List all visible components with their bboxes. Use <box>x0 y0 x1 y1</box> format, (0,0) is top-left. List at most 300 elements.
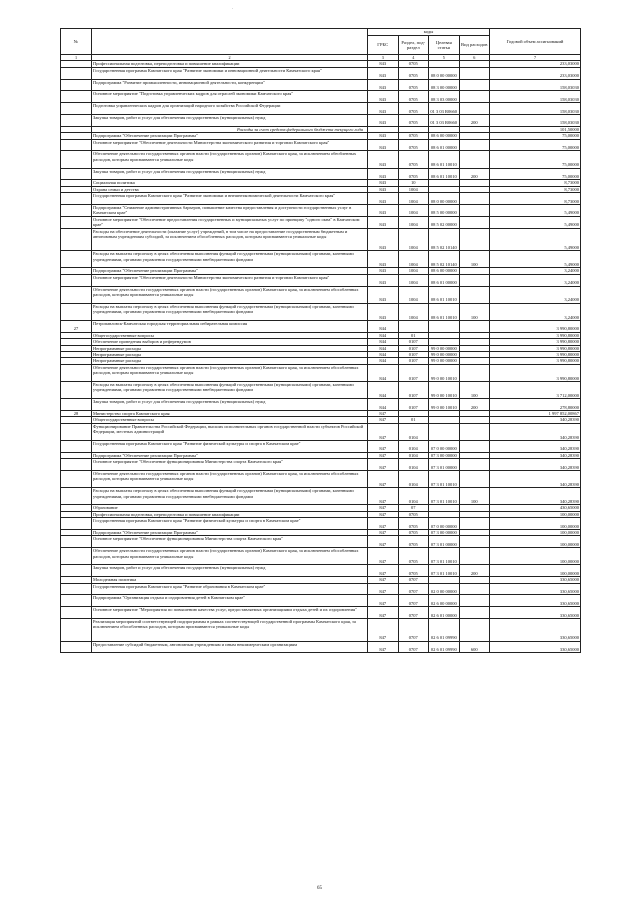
row-name: Закупка товаров, работ и услуг для обеспечения государственных (муниципальных) нужд <box>92 565 368 577</box>
row-amount: 100,00000 <box>490 518 581 530</box>
row-vid <box>459 103 490 115</box>
table-row <box>61 216 581 228</box>
row-name: Профессиональная подготовка, переподготовка и повышение квалификации <box>92 61 368 67</box>
row-amount: 5,49000 <box>490 205 581 217</box>
row-grbs: 847 <box>368 565 399 577</box>
row-name: Закупка товаров, работ и услуг для обеспечения государственных (муниципальных) нужд <box>92 399 368 411</box>
table-row <box>61 320 581 332</box>
row-number: 27 <box>61 320 92 332</box>
row-grbs: 844 <box>368 364 399 381</box>
row-grbs: 843 <box>368 133 399 139</box>
table-row <box>61 364 581 381</box>
row-name: Подпрограмма "Обеспечение реализации Программы" <box>92 133 368 139</box>
row-grbs: 843 <box>368 228 399 251</box>
row-razdel: 0707 <box>398 577 429 583</box>
row-target: 08 5 02 10140 <box>429 251 460 268</box>
row-name: Общегосударственные вопросы <box>92 417 368 423</box>
row-target: 07 3 01 10010 <box>429 565 460 577</box>
row-razdel: 01 <box>398 332 429 338</box>
row-number <box>61 423 92 440</box>
table-row <box>61 399 581 411</box>
row-razdel: 0107 <box>398 352 429 358</box>
table-row <box>61 228 581 251</box>
table-row <box>61 488 581 505</box>
row-target: 07 3 01 00000 <box>429 459 460 471</box>
row-vid <box>459 193 490 205</box>
row-target: 99 0 00 10010 <box>429 382 460 399</box>
row-amount: 340,28390 <box>490 440 581 452</box>
row-name: Непрограммные расходы <box>92 358 368 364</box>
row-name: Социальная политика <box>92 180 368 186</box>
row-number <box>61 115 92 127</box>
table-row <box>61 536 581 548</box>
table-row <box>61 193 581 205</box>
row-razdel: 0705 <box>398 151 429 168</box>
row-vid <box>459 274 490 286</box>
row-number <box>61 470 92 487</box>
row-name: Молодежная политика <box>92 577 368 583</box>
row-name: Реализация мероприятий соответствующей подпрограммы в рамках соответствующей государственной программы Камчатского края, за исключением обособленных расходов, которым присваиваются уникальные коды <box>92 618 368 641</box>
row-amount: 233,03000 <box>490 61 581 67</box>
row-amount: 5,49000 <box>490 251 581 268</box>
table-row <box>61 470 581 487</box>
row-target: 08 3 00 00000 <box>429 79 460 91</box>
row-number <box>61 103 92 115</box>
row-amount: 158,03030 <box>490 115 581 127</box>
row-razdel: 0705 <box>398 91 429 103</box>
row-amount: 330,65000 <box>490 577 581 583</box>
row-target: 08 6 01 00000 <box>429 274 460 286</box>
row-grbs: 843 <box>368 139 399 151</box>
page-number: 65 <box>317 886 322 891</box>
row-grbs: 847 <box>368 607 399 619</box>
index-cell: 7 <box>490 55 581 61</box>
row-amount: 3 990,80000 <box>490 358 581 364</box>
row-vid <box>459 205 490 217</box>
row-vid <box>459 618 490 641</box>
row-razdel: 0705 <box>398 548 429 565</box>
header-row-top <box>61 29 581 36</box>
table-row <box>61 440 581 452</box>
row-razdel <box>398 320 429 332</box>
row-grbs: 844 <box>368 382 399 399</box>
row-razdel: 0705 <box>398 511 429 517</box>
header-codes-group: коды <box>368 29 490 36</box>
row-target: 08 0 00 00000 <box>429 67 460 79</box>
row-target: 02 6 01 09990 <box>429 618 460 641</box>
row-number <box>61 536 92 548</box>
table-row <box>61 641 581 653</box>
row-grbs: 847 <box>368 505 399 511</box>
row-grbs: 847 <box>368 536 399 548</box>
row-amount: 75,00000 <box>490 139 581 151</box>
row-target: 08 6 01 10010 <box>429 303 460 320</box>
row-number <box>61 205 92 217</box>
row-grbs: 844 <box>368 345 399 351</box>
row-number <box>61 583 92 595</box>
row-name: Расходы на выплаты персоналу в целях обеспечения выполнения функций государственными (муниципальными) органами, казенными учреждениями, органами управления государственными внебюджетными фондами <box>92 382 368 399</box>
row-name: Петропавловск-Камчатская городская территориальная избирательная комиссия <box>92 320 368 332</box>
row-number <box>61 607 92 619</box>
row-razdel: 0705 <box>398 61 429 67</box>
row-name: Подпрограмма "Развитие промышленности, инновационной деятельности, конкуренции" <box>92 79 368 91</box>
row-razdel: 0104 <box>398 488 429 505</box>
row-vid <box>459 595 490 607</box>
row-amount: 340,28390 <box>490 452 581 458</box>
row-amount: 340,28390 <box>490 470 581 487</box>
row-grbs: 847 <box>368 529 399 535</box>
budget-table <box>60 28 581 653</box>
row-vid <box>459 91 490 103</box>
row-vid <box>459 151 490 168</box>
row-razdel: 0104 <box>398 452 429 458</box>
row-number <box>61 79 92 91</box>
table-row <box>61 139 581 151</box>
row-target: 07 3 00 00000 <box>429 529 460 535</box>
row-vid <box>459 536 490 548</box>
row-amount: 340,28390 <box>490 488 581 505</box>
table-row <box>61 548 581 565</box>
row-name: Образование <box>92 505 368 511</box>
row-amount: 3 712,00000 <box>490 382 581 399</box>
row-razdel: 1004 <box>398 205 429 217</box>
row-amount: 3,24000 <box>490 303 581 320</box>
row-amount: 3,24000 <box>490 274 581 286</box>
row-target: 07 3 01 10010 <box>429 470 460 487</box>
row-vid <box>459 518 490 530</box>
row-amount: 100,00000 <box>490 548 581 565</box>
row-amount: 158,03030 <box>490 103 581 115</box>
row-razdel: 0107 <box>398 339 429 345</box>
row-amount: 8,73000 <box>490 186 581 192</box>
row-name: Государственная программа Камчатского края "Развитие физической культуры и спорта в Камчатском крае" <box>92 440 368 452</box>
row-razdel: 1004 <box>398 216 429 228</box>
header-vid: Вид расходов <box>459 36 490 55</box>
row-name: Расходы за счет средств федерального бюджета текущего года <box>92 126 368 132</box>
row-razdel: 0107 <box>398 345 429 351</box>
row-vid <box>459 548 490 565</box>
row-grbs: 847 <box>368 518 399 530</box>
row-amount: 3 990,80000 <box>490 364 581 381</box>
row-razdel: 1004 <box>398 303 429 320</box>
row-vid: 600 <box>459 641 490 653</box>
row-razdel: 0104 <box>398 470 429 487</box>
budget-table-sheet <box>60 28 581 653</box>
table-body <box>61 61 581 653</box>
row-razdel: 0705 <box>398 115 429 127</box>
row-grbs: 844 <box>368 358 399 364</box>
row-name: Охрана семьи и детства <box>92 186 368 192</box>
row-name: Подпрограмма "Обеспечение реализации Программы" <box>92 529 368 535</box>
row-vid <box>459 67 490 79</box>
table-row <box>61 607 581 619</box>
row-amount: 158,03030 <box>490 79 581 91</box>
row-grbs: 843 <box>368 268 399 274</box>
row-target: 08 6 00 00000 <box>429 268 460 274</box>
index-cell: 5 <box>429 55 460 61</box>
row-amount: 3 990,80000 <box>490 332 581 338</box>
table-row <box>61 423 581 440</box>
header-grbs: ГРБС <box>368 36 399 55</box>
table-row <box>61 382 581 399</box>
row-name: Основное мероприятие "Обеспечение деятельности Министерства экономического развития и торговли Камчатского края" <box>92 274 368 286</box>
row-razdel: 0707 <box>398 618 429 641</box>
header-name <box>92 29 368 55</box>
row-amount: 100,00000 <box>490 565 581 577</box>
row-number <box>61 274 92 286</box>
row-razdel: 1004 <box>398 251 429 268</box>
row-name: Обеспечение деятельности государственных органов власти (государственных органов) Камчатского края, за исключением обособленных расходов, которым присваиваются уникальные коды <box>92 548 368 565</box>
row-grbs: 843 <box>368 79 399 91</box>
row-amount: 330,65000 <box>490 607 581 619</box>
row-amount: 158,03030 <box>490 91 581 103</box>
header-num: № <box>61 29 92 55</box>
row-grbs: 843 <box>368 168 399 180</box>
row-target: 08 0 00 00000 <box>429 193 460 205</box>
row-target: 99 0 00 10010 <box>429 399 460 411</box>
row-target: 07 0 00 00000 <box>429 440 460 452</box>
row-amount: 340,28390 <box>490 423 581 440</box>
table-row <box>61 151 581 168</box>
row-amount: 8,73000 <box>490 193 581 205</box>
row-name: Непрограммные расходы <box>92 345 368 351</box>
row-razdel: 01 <box>398 417 429 423</box>
row-grbs: 843 <box>368 216 399 228</box>
row-grbs: 843 <box>368 251 399 268</box>
row-razdel: 0705 <box>398 133 429 139</box>
row-grbs: 847 <box>368 595 399 607</box>
row-target: 99 0 00 10010 <box>429 364 460 381</box>
row-number <box>61 151 92 168</box>
row-razdel: 0107 <box>398 358 429 364</box>
index-cell: 6 <box>459 55 490 61</box>
row-grbs: 847 <box>368 470 399 487</box>
row-name: Функционирование Правительства Российской Федерации, высших исполнительных органов государственной власти субъектов Российской Федерации, местных администраций <box>92 423 368 440</box>
row-vid <box>459 583 490 595</box>
row-target: 08 6 00 00000 <box>429 133 460 139</box>
row-grbs: 843 <box>368 67 399 79</box>
row-amount: 330,65000 <box>490 583 581 595</box>
row-number <box>61 216 92 228</box>
row-amount: 330,65000 <box>490 641 581 653</box>
row-amount: 278,80000 <box>490 399 581 411</box>
row-name: Обеспечение деятельности государственных органов власти (государственных органов) Камчатского края, за исключением обособленных расходов, которым присваиваются уникальные коды <box>92 470 368 487</box>
row-grbs: 843 <box>368 151 399 168</box>
row-razdel: 0705 <box>398 79 429 91</box>
row-razdel: 0104 <box>398 459 429 471</box>
row-razdel: 0705 <box>398 67 429 79</box>
row-target: 01 3 03 R0660 <box>429 103 460 115</box>
row-vid: 200 <box>459 399 490 411</box>
header-razdel: Раздел, под-раздел <box>398 36 429 55</box>
row-vid <box>459 364 490 381</box>
row-target: 01 3 03 R0660 <box>429 115 460 127</box>
row-name: Основное мероприятие "Мероприятия по повышению качества услуг, предоставляемых организациями отдыха детей и их оздоровления" <box>92 607 368 619</box>
row-target: 07 3 01 10010 <box>429 548 460 565</box>
row-amount: 330,65000 <box>490 595 581 607</box>
row-number <box>61 251 92 268</box>
row-vid <box>459 286 490 303</box>
row-number <box>61 228 92 251</box>
row-name: Закупка товаров, работ и услуг для обеспечения государственных (муниципальных) нужд <box>92 115 368 127</box>
row-razdel: 1004 <box>398 186 429 192</box>
row-number <box>61 303 92 320</box>
row-amount: 101,50000 <box>490 126 581 132</box>
row-vid: 100 <box>459 303 490 320</box>
row-name: Предоставление субсидий бюджетным, автономным учреждениям и иным некоммерческим организациям <box>92 641 368 653</box>
row-grbs: 847 <box>368 577 399 583</box>
row-amount: 100,00000 <box>490 511 581 517</box>
row-razdel: 1004 <box>398 274 429 286</box>
table-row <box>61 518 581 530</box>
row-razdel: 0107 <box>398 382 429 399</box>
row-name: Подпрограмма "Обеспечение реализации Программы" <box>92 452 368 458</box>
row-grbs: 843 <box>368 103 399 115</box>
row-razdel: 1004 <box>398 228 429 251</box>
row-target: 08 6 01 00000 <box>429 139 460 151</box>
row-amount: 3,24000 <box>490 286 581 303</box>
table-row <box>61 618 581 641</box>
row-razdel: 0707 <box>398 583 429 595</box>
row-grbs: 847 <box>368 488 399 505</box>
table-row <box>61 67 581 79</box>
row-target: 08 6 01 10010 <box>429 168 460 180</box>
row-razdel: 0705 <box>398 139 429 151</box>
row-name: Общегосударственные вопросы <box>92 332 368 338</box>
row-amount: 5,49000 <box>490 228 581 251</box>
row-grbs: 844 <box>368 399 399 411</box>
row-name: Государственная программа Камчатского края "Развитие физической культуры и спорта в Камчатском крае" <box>92 518 368 530</box>
row-amount: 100,00000 <box>490 529 581 535</box>
row-target: 07 3 01 00000 <box>429 536 460 548</box>
row-amount: 5,49000 <box>490 216 581 228</box>
row-razdel: 0705 <box>398 518 429 530</box>
row-grbs: 847 <box>368 452 399 458</box>
row-amount: 340,28390 <box>490 417 581 423</box>
row-amount: 8,73000 <box>490 180 581 186</box>
row-number <box>61 641 92 653</box>
row-name: Основное мероприятие "Подготовка управленческих кадров для отраслей экономики Камчатского края" <box>92 91 368 103</box>
row-vid <box>459 228 490 251</box>
row-number <box>61 565 92 577</box>
row-name: Обеспечение деятельности государственных органов власти (государственных органов) Камчатского края, за исключением обособленных расходов, которым присваиваются уникальные коды <box>92 364 368 381</box>
row-grbs: 844 <box>368 352 399 358</box>
table-row <box>61 459 581 471</box>
row-grbs: 843 <box>368 205 399 217</box>
row-razdel: 0107 <box>398 399 429 411</box>
row-razdel: 0705 <box>398 536 429 548</box>
row-target <box>429 320 460 332</box>
row-amount: 3 990,80000 <box>490 339 581 345</box>
row-name: Подпрограмма "Обеспечение реализации Программы" <box>92 268 368 274</box>
row-name: Государственная программа Камчатского края "Развитие экономики и внешнеэкономической деятельности Камчатского края" <box>92 193 368 205</box>
row-amount: 75,00000 <box>490 168 581 180</box>
row-target: 02 6 01 09990 <box>429 641 460 653</box>
row-razdel: 0707 <box>398 595 429 607</box>
row-name: Расходы на обеспечение деятельности (оказание услуг) учреждений, в том числе на предоставление государственным бюджетным и автономным учреждениям субсидий, за исключением обособленных расходов, которым присваиваются уникальные коды <box>92 228 368 251</box>
table-row <box>61 91 581 103</box>
row-number <box>61 518 92 530</box>
row-vid: 100 <box>459 382 490 399</box>
row-target: 02 6 01 00000 <box>429 607 460 619</box>
row-name: Обеспечение проведения выборов и референдумов <box>92 339 368 345</box>
row-name: Подпрограмма "Снижение административных барьеров, повышение качества предоставления и доступности государственных услуг в Камчатском крае" <box>92 205 368 217</box>
row-amount: 430,65000 <box>490 505 581 511</box>
row-number <box>61 440 92 452</box>
row-name: Обеспечение деятельности государственных органов власти (государственных органов) Камчатского края, за исключением обеобленных расходов, которым присваиваются уникальные коды <box>92 151 368 168</box>
table-row <box>61 595 581 607</box>
row-target: 99 0 00 00000 <box>429 358 460 364</box>
row-number <box>61 382 92 399</box>
row-grbs: 843 <box>368 186 399 192</box>
row-razdel: 0705 <box>398 565 429 577</box>
row-amount: 75,00000 <box>490 133 581 139</box>
row-number <box>61 168 92 180</box>
row-razdel: 0705 <box>398 103 429 115</box>
row-grbs: 843 <box>368 193 399 205</box>
row-target: 99 0 00 00000 <box>429 352 460 358</box>
row-name: Министерство спорта Камчатского края <box>92 410 368 416</box>
row-grbs: 847 <box>368 548 399 565</box>
row-number <box>61 139 92 151</box>
table-row <box>61 583 581 595</box>
table-row <box>61 565 581 577</box>
row-vid <box>459 216 490 228</box>
row-target: 08 6 01 10010 <box>429 151 460 168</box>
index-cell: 4 <box>398 55 429 61</box>
row-amount: 75,00000 <box>490 151 581 168</box>
row-grbs: 844 <box>368 339 399 345</box>
row-grbs: 843 <box>368 274 399 286</box>
table-row <box>61 274 581 286</box>
row-razdel: 0104 <box>398 423 429 440</box>
row-name: Основное мероприятие "Обеспечение деятельности Министерства экономического развития и торговли Камчатского края" <box>92 139 368 151</box>
row-name: Основное мероприятие "Обеспечение функционирования Министерства спорта Камчатского края" <box>92 459 368 471</box>
row-name: Расходы на выплаты персоналу в целях обеспечения выполнения функций государственными (муниципальными) органами, казенными учреждениями, органами управления государственными внебюджетными фондами <box>92 251 368 268</box>
row-razdel: 07 <box>398 505 429 511</box>
row-razdel: 1004 <box>398 286 429 303</box>
row-amount: 100,00000 <box>490 536 581 548</box>
row-grbs: 847 <box>368 641 399 653</box>
table-row <box>61 168 581 180</box>
row-amount: 3 990,80000 <box>490 352 581 358</box>
row-target: 08 3 03 00000 <box>429 91 460 103</box>
row-vid <box>459 139 490 151</box>
row-vid <box>459 423 490 440</box>
row-target: 02 0 00 00000 <box>429 583 460 595</box>
row-amount: 340,28390 <box>490 459 581 471</box>
row-razdel: 0107 <box>398 364 429 381</box>
row-target: 08 5 02 10140 <box>429 228 460 251</box>
row-amount: 3,24000 <box>490 268 581 274</box>
row-grbs: 843 <box>368 286 399 303</box>
row-razdel: 0705 <box>398 168 429 180</box>
table-row <box>61 286 581 303</box>
row-vid: 200 <box>459 115 490 127</box>
row-grbs: 843 <box>368 61 399 67</box>
row-grbs: 847 <box>368 440 399 452</box>
row-grbs: 843 <box>368 180 399 186</box>
row-vid <box>459 320 490 332</box>
row-grbs: 847 <box>368 423 399 440</box>
row-name: Государственная программа Камчатского края "Развитие образования в Камчатском крае" <box>92 583 368 595</box>
row-name: Обеспечение деятельности государственных органов власти (государственных органов) Камчатского края, за исключением обособленных расходов, которым присваиваются уникальные коды <box>92 286 368 303</box>
table-row <box>61 103 581 115</box>
table-row <box>61 79 581 91</box>
row-grbs: 844 <box>368 320 399 332</box>
table-row <box>61 205 581 217</box>
row-grbs: 847 <box>368 410 399 416</box>
